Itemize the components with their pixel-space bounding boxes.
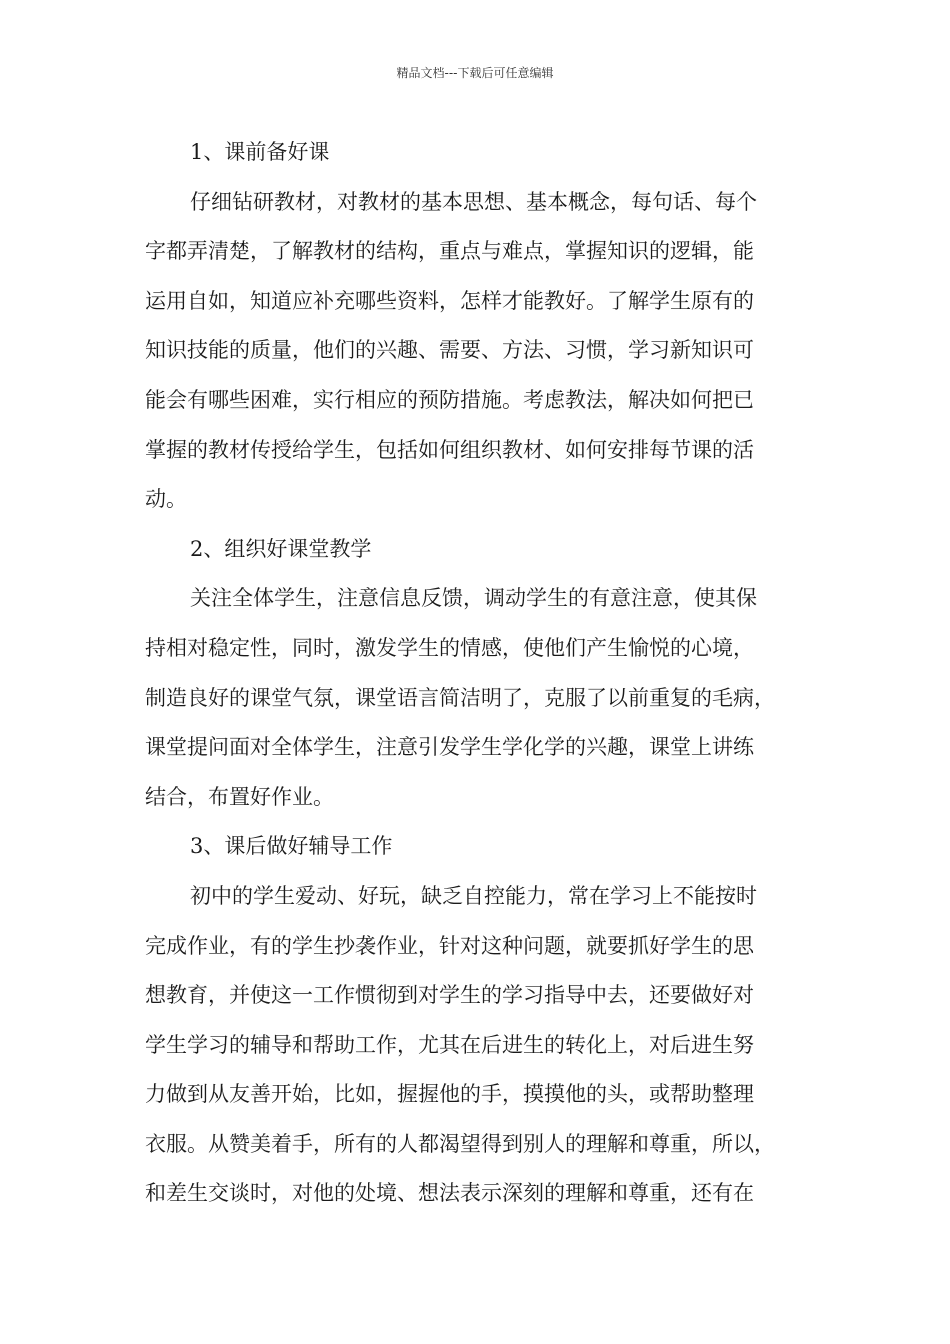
document-body xyxy=(145,128,845,1219)
text-line: 能会有哪些困难，实行相应的预防措施。考虑教法，解决如何把已 xyxy=(145,387,754,412)
text-line: 和差生交谈时，对他的处境、想法表示深刻的理解和尊重，还有在 xyxy=(145,1181,754,1206)
text-line: 2、组织好课堂教学 xyxy=(190,536,372,561)
text-line: 结合，布置好作业。 xyxy=(145,784,334,809)
text-line: 字都弄清楚，了解教材的结构，重点与难点，掌握知识的逻辑，能 xyxy=(145,239,754,264)
text-line: 关注全体学生，注意信息反馈，调动学生的有意注意，使其保 xyxy=(190,586,757,611)
text-line: 仔细钻研教材，对教材的基本思想、基本概念，每句话、每个 xyxy=(190,189,757,214)
page-header: 精品文档---下载后可任意编辑 xyxy=(396,66,554,80)
text-line: 掌握的教材传授给学生，包括如何组织教材、如何安排每节课的活 xyxy=(145,437,754,462)
text-line: 运用自如，知道应补充哪些资料，怎样才能教好。了解学生原有的 xyxy=(145,288,754,313)
text-line: 3、课后做好辅导工作 xyxy=(190,834,393,859)
text-line: 学生学习的辅导和帮助工作，尤其在后进生的转化上，对后进生努 xyxy=(145,1032,754,1057)
text-line: 1、课前备好课 xyxy=(190,140,330,164)
text-line: 初中的学生爱动、好玩，缺乏自控能力，常在学习上不能按时 xyxy=(190,883,757,908)
text-line: 持相对稳定性，同时，激发学生的情感，使他们产生愉悦的心境， xyxy=(145,635,754,660)
text-line: 衣服。从赞美着手，所有的人都渴望得到别人的理解和尊重，所以， xyxy=(145,1131,775,1156)
text-line: 想教育，并使这一工作惯彻到对学生的学习指导中去，还要做好对 xyxy=(145,983,754,1008)
text-line: 知识技能的质量，他们的兴趣、需要、方法、习惯，学习新知识可 xyxy=(145,338,754,363)
text-line: 课堂提问面对全体学生，注意引发学生学化学的兴趣，课堂上讲练 xyxy=(145,735,754,760)
text-line: 动。 xyxy=(145,487,187,512)
text-line: 力做到从友善开始，比如，握握他的手，摸摸他的头，或帮助整理 xyxy=(145,1082,754,1107)
text-line: 完成作业，有的学生抄袭作业，针对这种问题，就要抓好学生的思 xyxy=(145,933,754,958)
text-line: 制造良好的课堂气氛，课堂语言简洁明了，克服了以前重复的毛病， xyxy=(145,685,775,710)
